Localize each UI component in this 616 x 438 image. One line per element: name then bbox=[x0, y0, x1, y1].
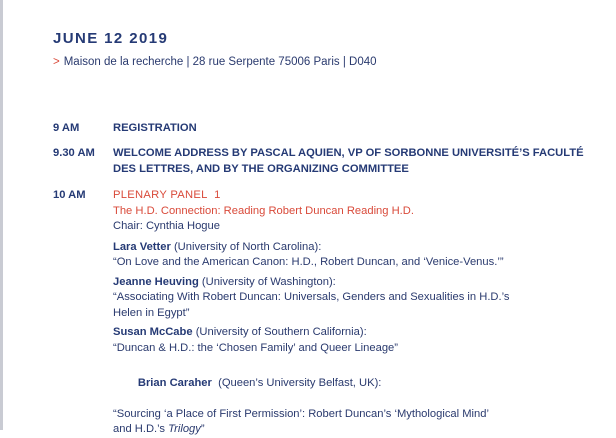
talk-item bbox=[113, 325, 593, 356]
talk-title-italic: Trilogy bbox=[168, 423, 201, 435]
venue-text: Maison de la recherche | 28 rue Serpente 75006 Paris | D040 bbox=[63, 56, 377, 68]
talk-speaker bbox=[113, 275, 593, 291]
speaker-name: Lara Vetter bbox=[113, 240, 171, 253]
time-label: 9 AM bbox=[53, 122, 80, 134]
session-title-line-2: DES LETTRES, AND BY THE ORGANIZING COMMITTEE bbox=[113, 162, 409, 175]
speaker-affiliation: (University of Southern California): bbox=[192, 326, 367, 338]
talk-speaker bbox=[113, 360, 593, 407]
session-title-line-1: WELCOME ADDRESS BY PASCAL AQUIEN, VP OF SORBONNE UNIVERSITÉ’S FACULTÉ bbox=[113, 147, 584, 159]
event-date: JUNE 12 2019 bbox=[53, 30, 169, 47]
talk-title-prefix: and H.D.’s bbox=[113, 423, 169, 435]
talk-item bbox=[113, 240, 593, 271]
talk-title-line-2: Helen in Egypt” bbox=[113, 306, 190, 319]
session-content bbox=[113, 188, 593, 438]
time-label: 9.30 AM bbox=[53, 147, 95, 159]
panel-chair: Chair: Cynthia Hogue bbox=[113, 220, 220, 232]
talk-title-suffix: ” bbox=[200, 423, 205, 435]
talk-title: “Duncan & H.D.: the ‘Chosen Family’ and Queer Lineage” bbox=[113, 341, 399, 354]
panel-title: The H.D. Connection: Reading Robert Duncan Reading H.D. bbox=[113, 204, 414, 217]
chevron-right-icon: > bbox=[53, 56, 60, 68]
speaker-name: Brian Caraher bbox=[137, 376, 212, 389]
speaker-name: Jeanne Heuving bbox=[113, 275, 199, 288]
session-title: REGISTRATION bbox=[113, 122, 197, 134]
session-content bbox=[113, 146, 593, 177]
talk-speaker bbox=[113, 325, 593, 341]
talk-title: “On Love and the American Canon: H.D., Robert Duncan, and ‘Venice-Venus.’” bbox=[113, 256, 504, 268]
speaker-affiliation: (Queen’s University Belfast, UK): bbox=[211, 376, 382, 389]
time-label: 10 AM bbox=[53, 189, 86, 201]
panel-label: PLENARY PANEL 1 bbox=[113, 189, 221, 201]
speaker-affiliation: (University of North Carolina): bbox=[170, 240, 322, 253]
talk-title-line-1: “Associating With Robert Duncan: Universals, Genders and Sexualities in H.D.’s bbox=[113, 291, 510, 303]
talk-item bbox=[113, 360, 593, 438]
session-content bbox=[113, 121, 593, 137]
talk-item bbox=[113, 275, 593, 322]
talk-title-line-1: “Sourcing ‘a Place of First Permission’: Robert Duncan’s ‘Mythological Mind’ bbox=[113, 407, 489, 420]
venue-line bbox=[53, 56, 377, 68]
speaker-name: Susan McCabe bbox=[113, 326, 193, 338]
speaker-affiliation: (University of Washington): bbox=[198, 275, 336, 288]
left-margin-rule bbox=[0, 0, 3, 430]
talk-speaker bbox=[113, 240, 593, 256]
